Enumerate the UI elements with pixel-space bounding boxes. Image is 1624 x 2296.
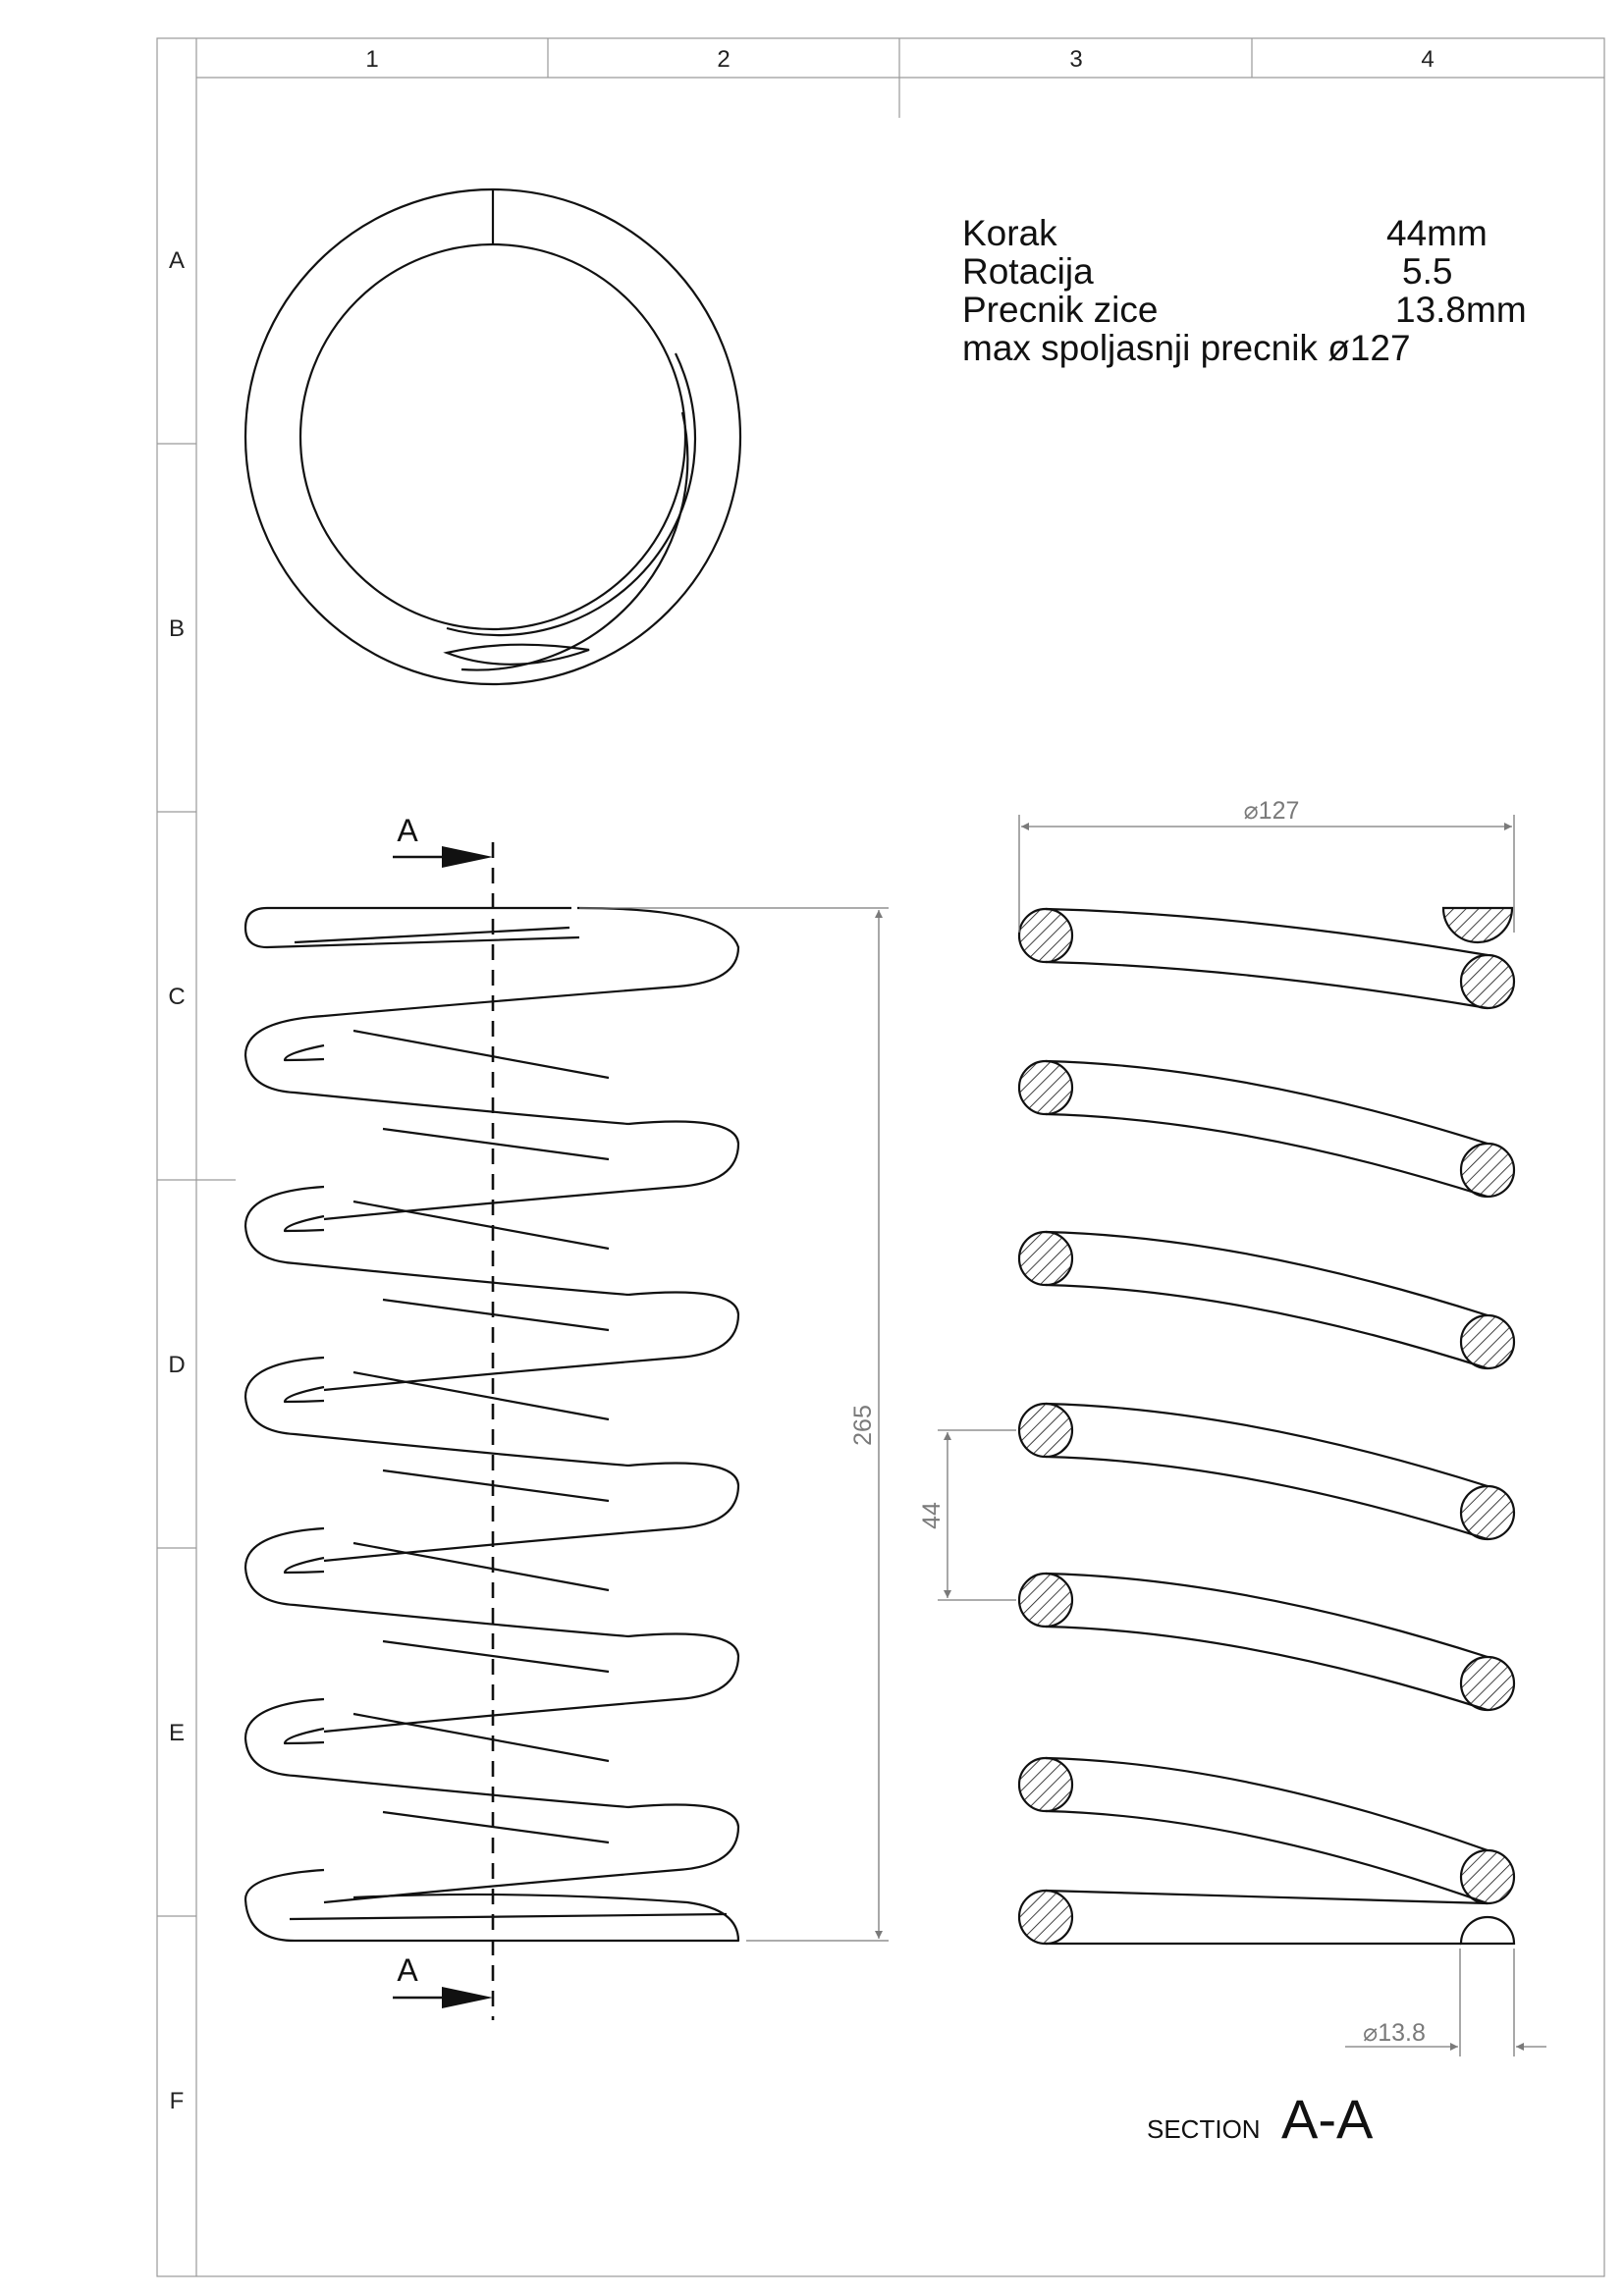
row-label: F <box>169 2088 185 2114</box>
section-band-top <box>1046 1232 1488 1315</box>
coil-top-turn <box>324 908 738 1016</box>
coil-turn-left-inner <box>285 1729 324 1743</box>
section-band-bottom <box>1046 1457 1488 1539</box>
note-value-max-outer-diameter: ø127 <box>1327 328 1411 368</box>
column-label: 4 <box>1421 46 1435 73</box>
wire-section-left <box>1019 1404 1072 1457</box>
wire-section-left <box>1019 1758 1072 1811</box>
section-view <box>1019 908 1514 1944</box>
row-label: E <box>168 1720 186 1746</box>
section-band-bottom <box>1046 1811 1488 1903</box>
section-band-top <box>1046 909 1488 955</box>
outer-diameter-dimension <box>1019 815 1514 933</box>
wire-section-left <box>1019 1232 1072 1285</box>
section-band-bottom <box>1046 1114 1488 1197</box>
coil-bottom-inner <box>290 1914 727 1919</box>
wire-section-left <box>1019 909 1072 962</box>
section-band-top <box>1046 1574 1488 1657</box>
coil-turn-right-inner <box>383 1470 609 1501</box>
wire-section-right <box>1461 955 1514 1008</box>
row-labels <box>168 247 185 2114</box>
outer-diameter-label: ⌀127 <box>1243 797 1300 825</box>
note-value-wire-diameter: 13.8mm <box>1395 290 1527 330</box>
coil-back-strand <box>353 1372 609 1419</box>
section-cut-line <box>393 813 493 2020</box>
section-band-top <box>1046 1404 1488 1486</box>
section-caption-small: SECTION <box>1147 2114 1261 2144</box>
free-length-dimension <box>579 908 889 1941</box>
row-label: A <box>168 247 186 274</box>
pitch-dimension <box>938 1430 1016 1600</box>
section-band-bottom <box>1046 1285 1488 1368</box>
wire-section-left <box>1019 1061 1072 1114</box>
section-marker-bottom: A <box>397 1952 418 1988</box>
pitch-label: 44 <box>918 1502 946 1529</box>
note-value-pitch: 44mm <box>1386 213 1488 253</box>
coil-turn-right <box>324 1293 738 1391</box>
coil-turn-left-inner <box>285 1216 324 1231</box>
coil-turn-right <box>324 1634 738 1733</box>
section-band-bottom <box>1046 1627 1488 1710</box>
wire-half-section-bottom <box>1461 1917 1514 1944</box>
wire-half-section-top <box>1443 908 1512 942</box>
coil-turn-right-inner <box>383 1812 609 1842</box>
free-length-label: 265 <box>849 1405 877 1446</box>
coil-turn-right <box>324 1122 738 1220</box>
coil-turn-left-inner <box>285 1045 324 1060</box>
row-label: D <box>168 1352 186 1378</box>
note-label-max-outer-diameter <box>962 329 1411 368</box>
top-view-ring <box>245 189 740 684</box>
wire-section-right <box>1461 1486 1514 1539</box>
section-band-top <box>1046 1061 1488 1144</box>
wire-section-left <box>1019 1891 1072 1944</box>
note-label-wire-diameter: Precnik zice <box>962 290 1159 330</box>
side-view-spring <box>245 908 738 1941</box>
coil-turn-right-inner <box>383 1641 609 1672</box>
wire-section-right <box>1461 1657 1514 1710</box>
coil-back-strand <box>353 1543 609 1590</box>
coil-back-strand <box>353 1031 609 1078</box>
note-label-rotation: Rotacija <box>962 251 1094 292</box>
section-band-top <box>1046 1891 1488 1903</box>
section-caption-large: A-A <box>1281 2088 1374 2150</box>
wire-section-right <box>1461 1315 1514 1368</box>
coil-turn-right-inner <box>383 1300 609 1330</box>
row-label: C <box>168 984 186 1010</box>
wire-section-right <box>1461 1850 1514 1903</box>
column-label: 2 <box>717 46 731 73</box>
note-value-rotation: 5.5 <box>1402 251 1453 292</box>
section-band-top <box>1046 1758 1488 1850</box>
section-band-bottom <box>1046 962 1488 1008</box>
row-label: B <box>168 615 186 642</box>
coil-turn-right <box>324 1805 738 1903</box>
coil-bottom-end <box>245 1870 738 1941</box>
wire-section-right <box>1461 1144 1514 1197</box>
coil-back-strand <box>353 1714 609 1761</box>
coil-turn-right-inner <box>383 1129 609 1159</box>
note-label-pitch: Korak <box>962 213 1057 253</box>
column-label: 3 <box>1069 46 1083 73</box>
wire-diameter-label: ⌀13.8 <box>1363 2019 1426 2047</box>
note-label-max-outer-diameter-text: max spoljasnji precnik <box>962 328 1318 368</box>
coil-turn-left-inner <box>285 1387 324 1402</box>
coil-top-inner <box>295 928 569 942</box>
coil-turn-left-inner <box>285 1558 324 1573</box>
section-marker-top: A <box>397 813 418 848</box>
coil-back-strand <box>353 1201 609 1249</box>
wire-section-left <box>1019 1574 1072 1627</box>
column-label: 1 <box>365 46 379 73</box>
coil-turn-right <box>324 1464 738 1562</box>
